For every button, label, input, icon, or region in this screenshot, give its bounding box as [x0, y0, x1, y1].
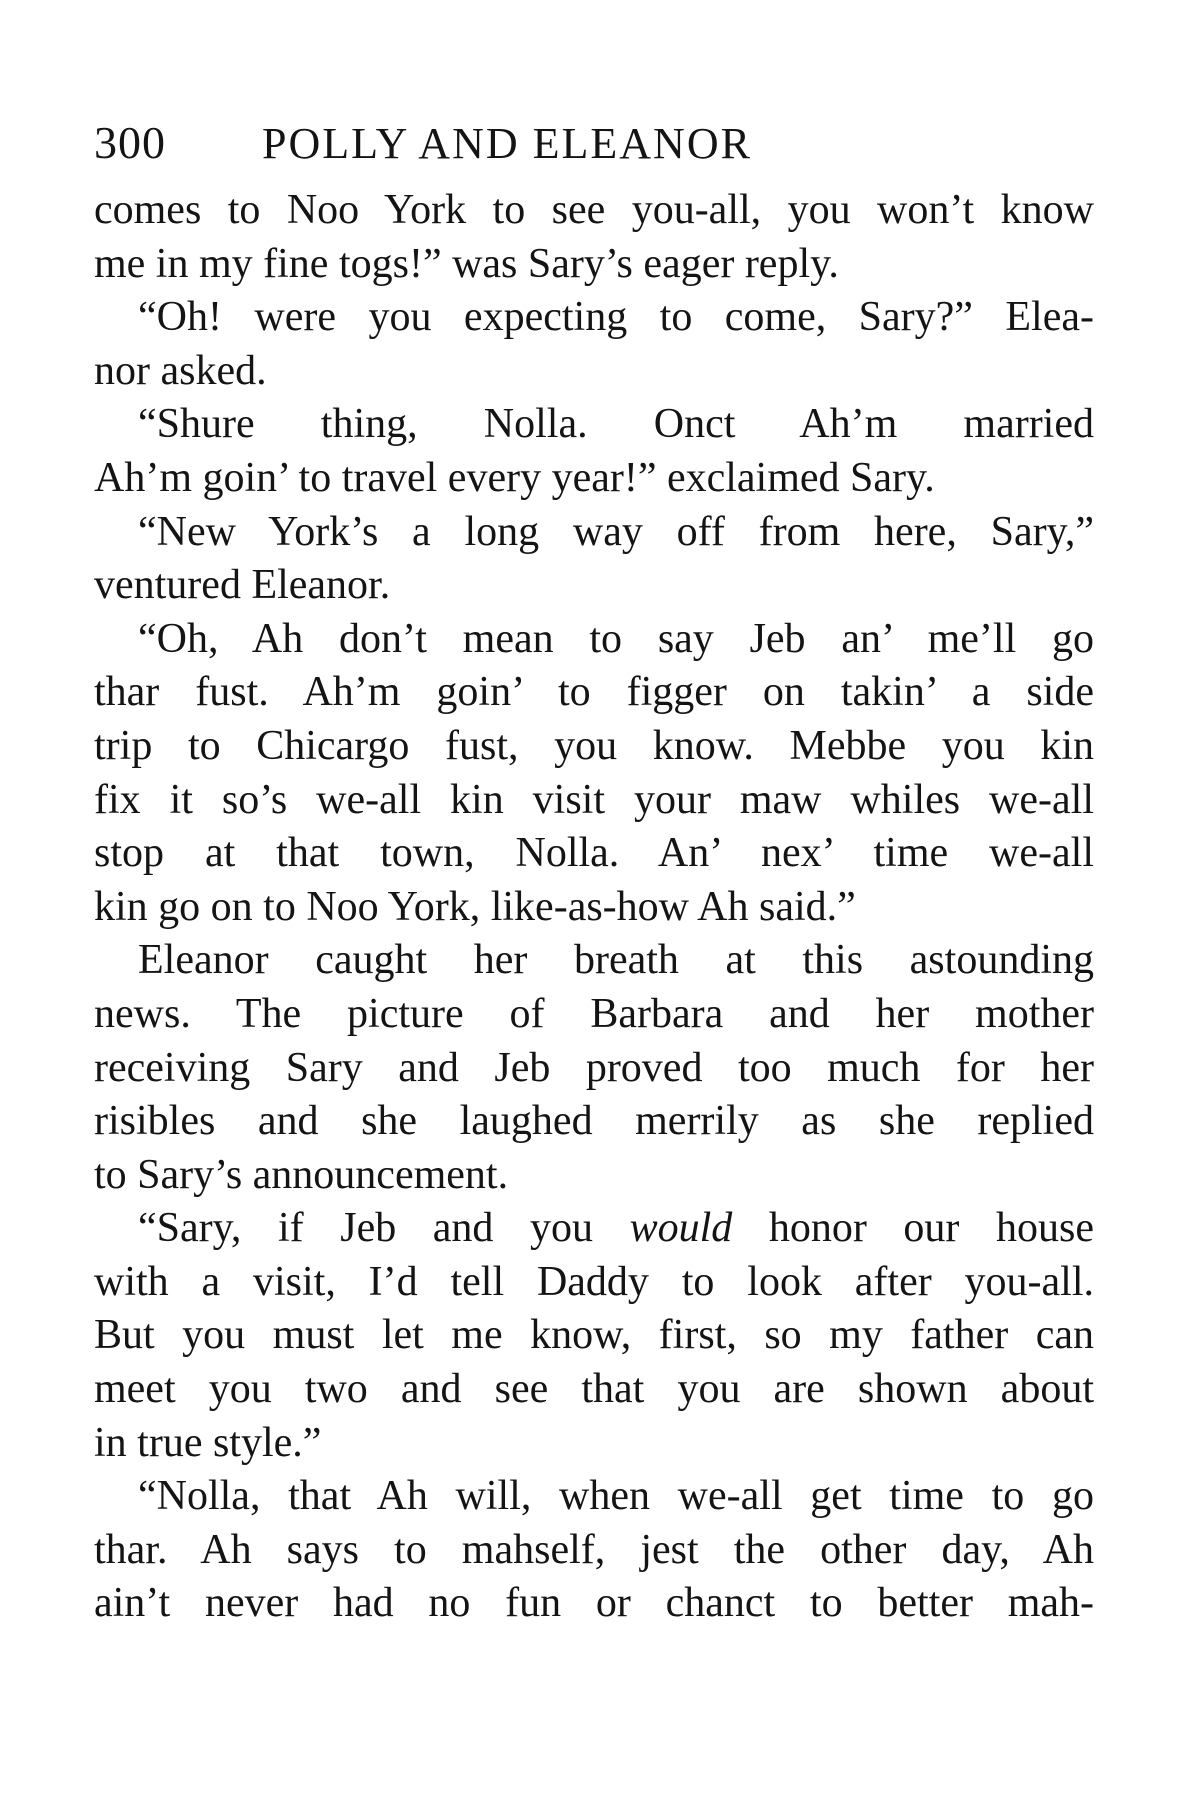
book-page	[94, 102, 1094, 1631]
text-line-20	[94, 1202, 1094, 1256]
running-title: POLLY AND ELEANOR	[262, 119, 752, 168]
text-line-15: Eleanor caught her breath at this astounding	[138, 937, 1094, 984]
text-line-7: “New York’s a long way off from here, Sary,”	[138, 508, 1094, 555]
text-line-20-start: “Sary, if Jeb and you	[138, 1205, 630, 1252]
text-line-25: “Nolla, that Ah will, when we-all get time to go	[138, 1473, 1094, 1520]
text-line-6: Ah’m goin’ to travel every year!” exclaimed Sary.	[94, 454, 935, 501]
body-text	[94, 184, 1094, 1631]
text-line-14: kin go on to Noo York, like-as-how Ah said.”	[94, 883, 856, 930]
text-line-16: news. The picture of Barbara and her mother	[94, 990, 1094, 1037]
text-line-21: with a visit, I’d tell Daddy to look after you-all.	[94, 1258, 1094, 1305]
text-line-18: risibles and she laughed merrily as she replied	[94, 1098, 1094, 1145]
text-line-27: ain’t never had no fun or chanct to better mah-	[94, 1580, 1094, 1627]
text-line-4: nor asked.	[94, 347, 267, 394]
text-line-10: thar fust. Ah’m goin’ to figger on takin’ a side	[94, 669, 1094, 716]
text-line-1: comes to Noo York to see you-all, you won’t know	[94, 187, 1094, 233]
text-line-22: But you must let me know, first, so my father can	[94, 1312, 1094, 1359]
text-line-11: trip to Chicargo fust, you know. Mebbe you kin	[94, 722, 1094, 769]
text-line-2: me in my fine togs!” was Sary’s eager reply.	[94, 240, 839, 287]
text-line-23: meet you two and see that you are shown about	[94, 1366, 1094, 1413]
text-line-20-end: honor our house	[732, 1205, 1094, 1252]
text-line-12: fix it so’s we-all kin visit your maw whiles we-all	[94, 776, 1094, 823]
text-line-26: thar. Ah says to mahself, jest the other day, Ah	[94, 1526, 1094, 1573]
text-line-5: “Shure thing, Nolla. Onct Ah’m married	[138, 401, 1094, 448]
text-line-19: to Sary’s announcement.	[94, 1151, 509, 1198]
text-line-17: receiving Sary and Jeb proved too much for her	[94, 1044, 1094, 1091]
text-line-13: stop at that town, Nolla. An’ nex’ time we-all	[94, 830, 1094, 877]
page-header	[94, 102, 1094, 184]
text-line-24: in true style.”	[94, 1419, 322, 1466]
text-line-9: “Oh, Ah don’t mean to say Jeb an’ me’ll go	[138, 615, 1094, 662]
text-line-8: ventured Eleanor.	[94, 562, 391, 609]
text-line-3: “Oh! were you expecting to come, Sary?” Elea-	[138, 294, 1094, 341]
page-number: 300	[94, 117, 166, 168]
emphasized-word: would	[629, 1205, 733, 1252]
